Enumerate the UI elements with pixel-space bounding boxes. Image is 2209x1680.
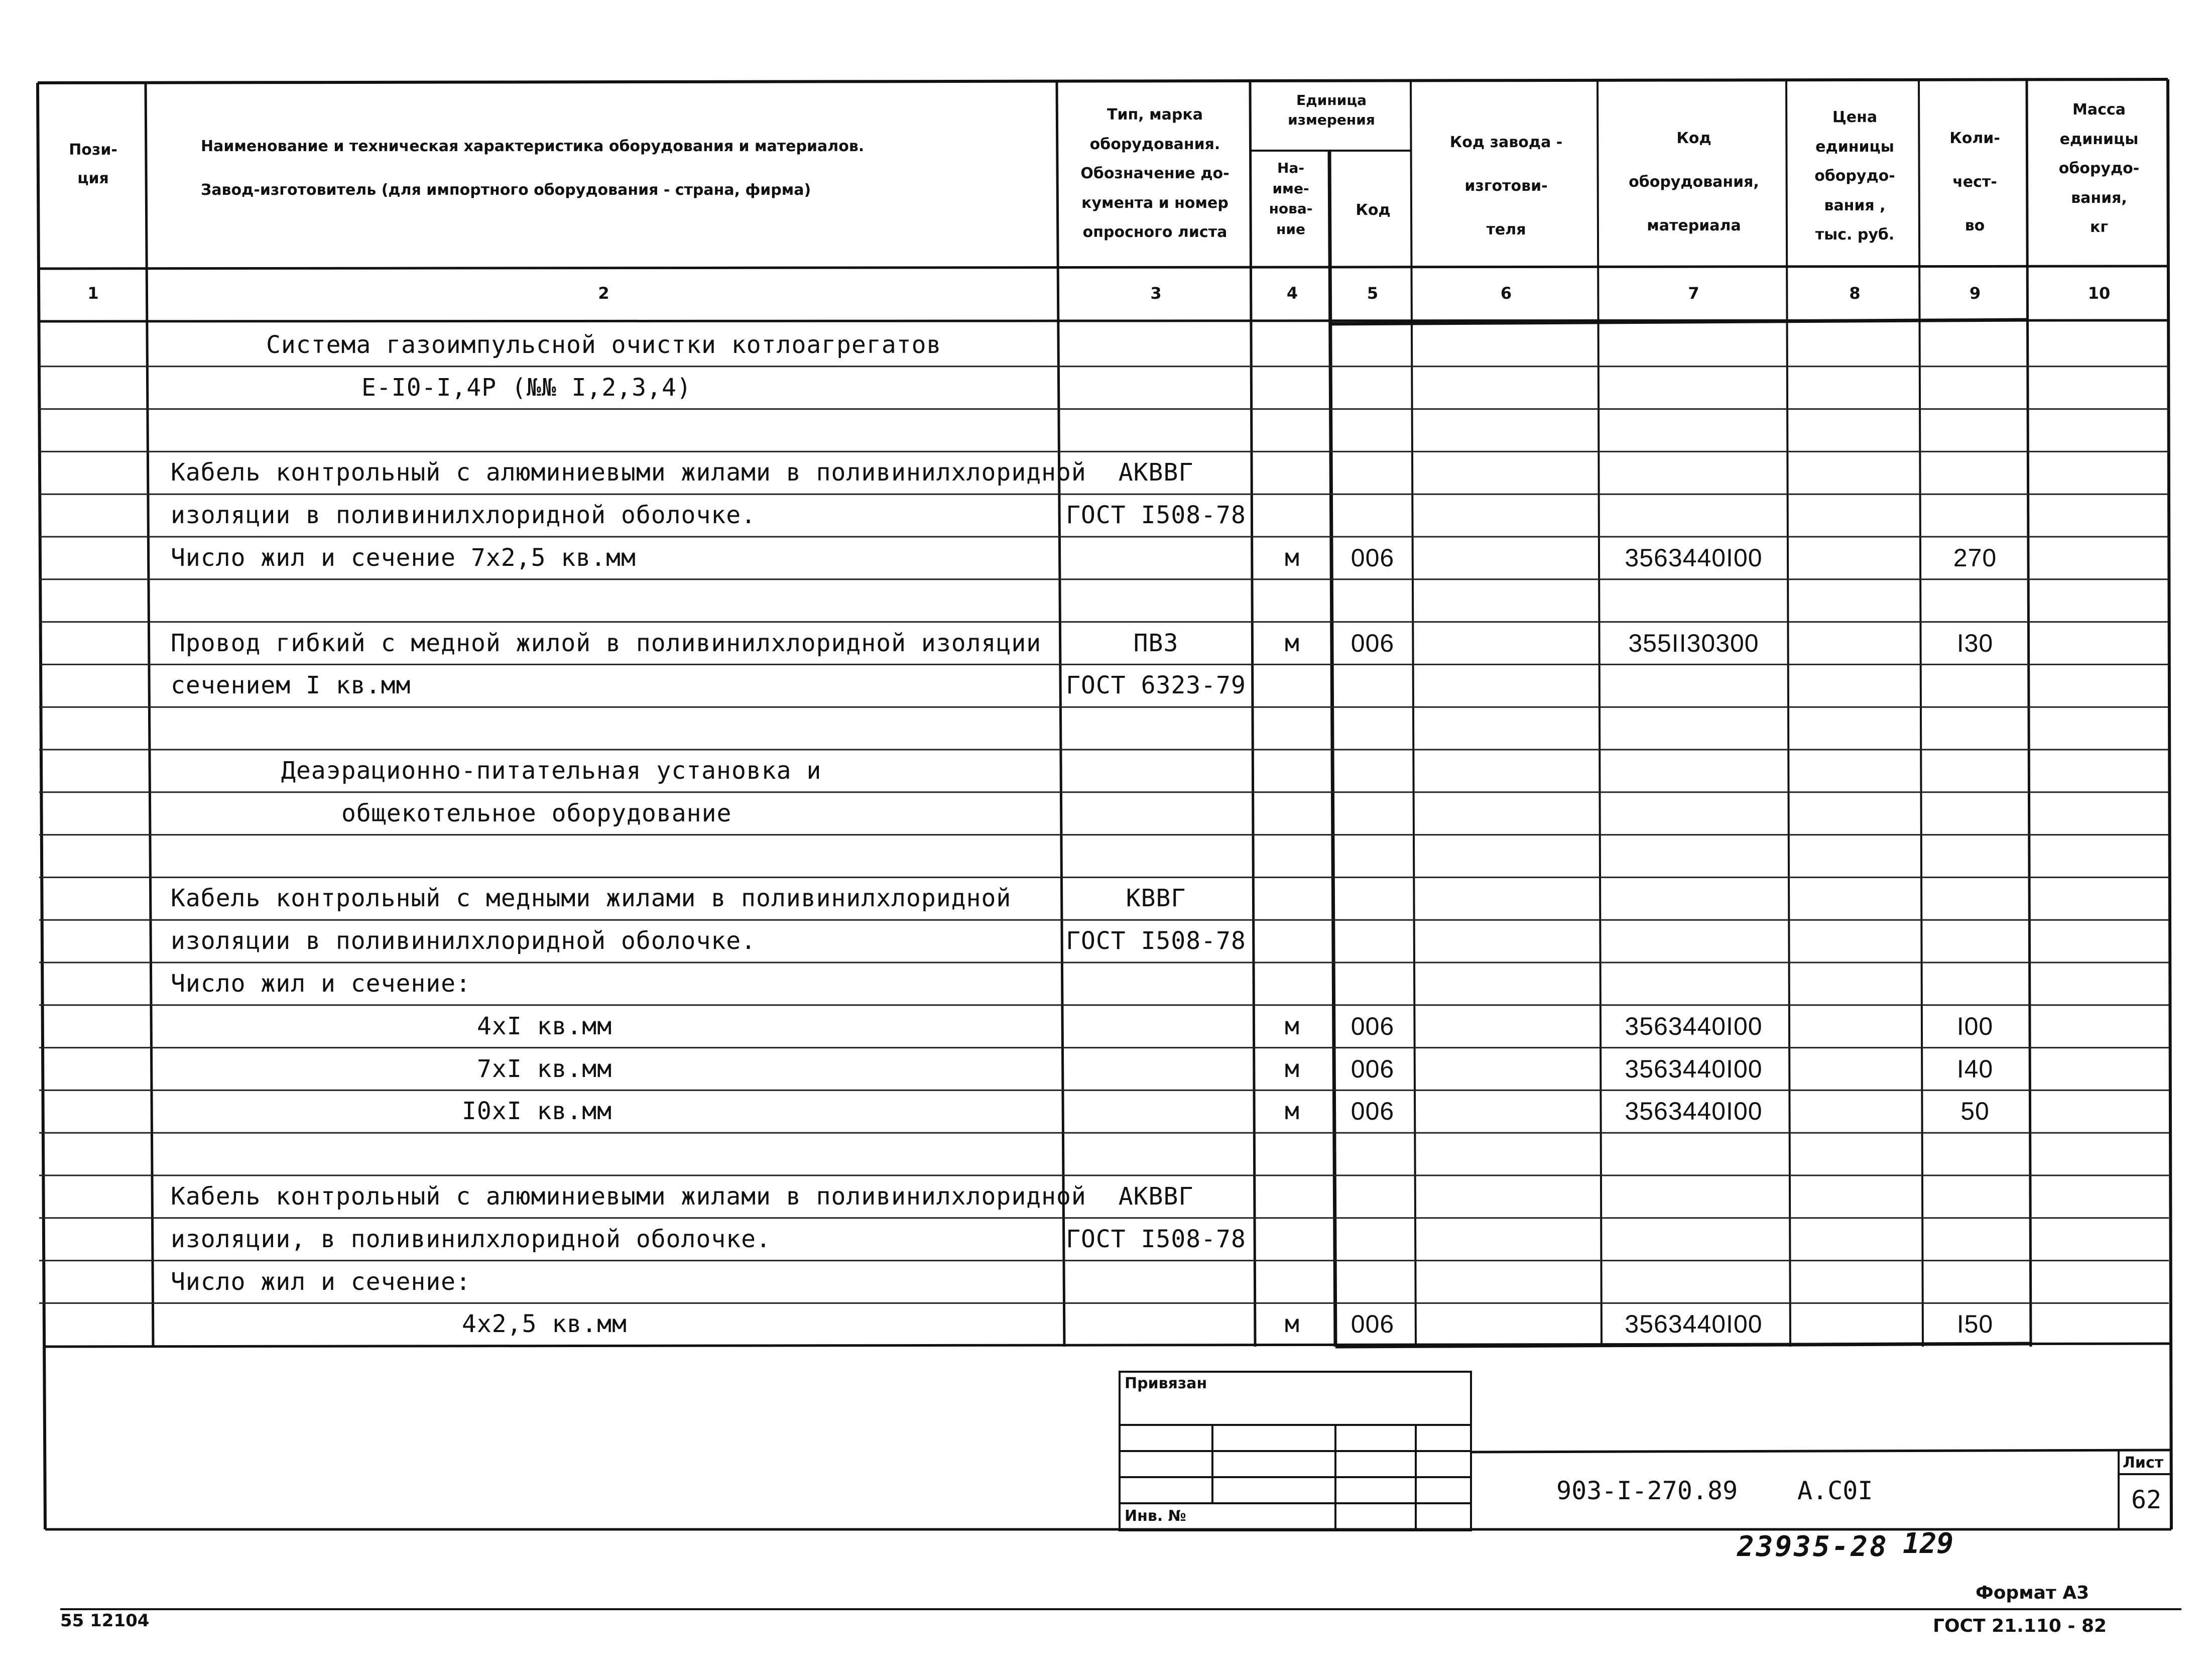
header-position (39, 136, 147, 193)
column-number: 6 (1500, 284, 1512, 303)
header-unit-name (1251, 158, 1330, 239)
header-mass-line-5: кг (2090, 218, 2109, 236)
row-7-unit: м (1285, 629, 1300, 657)
row-23-qty: I50 (1956, 1310, 1994, 1339)
header-type-line-1: Тип, марка (1107, 106, 1203, 124)
row-10-name: Деаэрационно-питательная установка и (281, 757, 822, 785)
column-number: 1 (87, 284, 99, 303)
header-price (1788, 103, 1921, 250)
row-13-type: КВВГ (1126, 884, 1186, 913)
row-16-qty: I00 (1956, 1012, 1994, 1040)
header-mass-line-3: оборудо- (2058, 160, 2140, 177)
row-17-mat: 3563440I00 (1625, 1054, 1763, 1083)
row-11-name: общекотельное оборудование (341, 799, 732, 827)
header-quantity-line-1: Коли- (1949, 130, 2000, 147)
header-quantity-line-2: чест- (1952, 173, 1997, 191)
header-type-line-2: оборудования. (1089, 135, 1220, 153)
page-number: 129 (1903, 1527, 1954, 1560)
header-name-line-2: Завод-изготовитель (для импортного оборудования - страна, фирма) (201, 181, 811, 199)
row-3-name: Кабель контрольный с алюминиевыми жилами в поливинилхлоридной (171, 458, 1086, 487)
row-20-name: Кабель контрольный с алюминиевыми жилами в поливинилхлоридной (171, 1182, 1086, 1211)
row-22-name: Число жил и сечение: (171, 1267, 471, 1296)
header-manufacturer-line-2: изготови- (1464, 177, 1548, 195)
column-number: 5 (1367, 284, 1379, 303)
header-price-line-4: вания , (1824, 196, 1886, 214)
row-5-unit: м (1285, 544, 1300, 572)
row-16-name: 4хI кв.мм (477, 1012, 612, 1040)
row-14-type: ГОСТ I508-78 (1066, 927, 1246, 955)
header-unit-name-line-3: нова- (1269, 200, 1313, 217)
standard-label: ГОСТ 21.110 - 82 (1933, 1616, 2107, 1636)
header-type-line-3: Обозначение до- (1080, 165, 1230, 182)
header-manufacturer-line-1: Код завода - (1449, 134, 1563, 151)
row-17-unit: м (1285, 1054, 1300, 1083)
row-5-code: 006 (1351, 544, 1395, 572)
row-5-name: Число жил и сечение 7х2,5 кв.мм (171, 544, 636, 572)
header-mass-line-4: вания, (2071, 189, 2127, 207)
form-code: 55 12104 (60, 1611, 150, 1631)
sheet-label: Лист (2123, 1454, 2164, 1472)
header-price-line-5: тыс. руб. (1815, 226, 1895, 244)
row-13-name: Кабель контрольный с медными жилами в поливинилхлоридной (171, 884, 1012, 913)
row-7-name: Провод гибкий с медной жилой в поливинилхлоридной изоляции (171, 629, 1042, 657)
header-price-line-3: оборудо- (1814, 167, 1895, 185)
column-number: 3 (1150, 284, 1162, 303)
row-23-code: 006 (1351, 1310, 1395, 1339)
header-mass-line-1: Масса (2072, 101, 2126, 118)
row-7-mat: 355II30300 (1628, 629, 1759, 657)
row-14-name: изоляции в поливинилхлоридной оболочке. (171, 927, 757, 955)
header-price-line-2: единицы (1815, 138, 1894, 156)
header-unit-line-2: измерения (1288, 111, 1375, 129)
sheet-number: 62 (2131, 1485, 2162, 1514)
column-number: 8 (1849, 284, 1861, 303)
header-unit-line-1: Единица (1296, 92, 1367, 108)
row-23-mat: 3563440I00 (1625, 1310, 1763, 1339)
row-4-type: ГОСТ I508-78 (1066, 501, 1246, 530)
column-number: 4 (1286, 284, 1298, 303)
header-manufacturer-line-3: теля (1486, 221, 1526, 238)
row-18-mat: 3563440I00 (1625, 1097, 1763, 1126)
row-16-mat: 3563440I00 (1625, 1012, 1763, 1040)
document-code: 903-I-270.89 (1556, 1476, 1738, 1505)
header-material-line-1: Код (1676, 130, 1711, 147)
row-21-type: ГОСТ I508-78 (1066, 1225, 1246, 1253)
header-type (1058, 100, 1252, 248)
row-3-type: АКВВГ (1118, 458, 1194, 487)
row-18-code: 006 (1351, 1097, 1395, 1126)
row-8-name: сечением I кв.мм (171, 671, 411, 700)
privyazan-label: Привязан (1125, 1375, 1207, 1392)
row-23-unit: м (1285, 1310, 1300, 1339)
inventory-number-label: Инв. № (1125, 1507, 1186, 1525)
row-7-type: ПВ3 (1133, 629, 1179, 657)
row-17-code: 006 (1351, 1054, 1395, 1083)
header-type-line-4: кумента и номер (1081, 194, 1229, 212)
header-mass (2029, 95, 2169, 243)
row-16-unit: м (1285, 1012, 1300, 1040)
header-material-line-3: материала (1647, 217, 1741, 234)
row-1-name: Е-I0-I,4Р (№№ I,2,3,4) (361, 373, 692, 402)
column-number: 2 (598, 284, 609, 303)
row-5-mat: 3563440I00 (1625, 544, 1763, 572)
column-number: 9 (1969, 284, 1981, 303)
header-manufacturer-code (1413, 121, 1599, 252)
header-quantity-line-3: во (1965, 217, 1985, 234)
header-name-line-1: Наименование и техническая характеристика оборудования и материалов. (201, 138, 865, 155)
header-name (151, 125, 1024, 212)
column-number: 10 (2088, 284, 2111, 303)
header-quantity (1921, 116, 2029, 248)
header-unit-code-line-1: Код (1356, 201, 1391, 219)
row-23-name: 4х2,5 кв.мм (462, 1310, 627, 1339)
row-17-qty: I40 (1956, 1054, 1994, 1083)
header-unit-name-line-4: ние (1276, 220, 1305, 237)
row-18-unit: м (1285, 1097, 1300, 1126)
header-mass-line-2: единицы (2059, 130, 2139, 148)
column-number: 7 (1688, 284, 1699, 303)
row-18-qty: 50 (1960, 1097, 1990, 1126)
archive-number: 23935-28 (1737, 1530, 1889, 1563)
row-16-code: 006 (1351, 1012, 1395, 1040)
header-position-line-2: ция (77, 170, 109, 187)
header-unit-name-line-1: На- (1277, 160, 1304, 176)
format-label: Формат А3 (1976, 1583, 2090, 1603)
row-4-name: изоляции в поливинилхлоридной оболочке. (171, 501, 757, 530)
header-type-line-5: опросного листа (1082, 223, 1228, 241)
header-unit-group (1251, 90, 1412, 130)
header-unit-name-line-2: име- (1272, 180, 1309, 197)
header-position-line-1: Пози- (69, 141, 117, 159)
row-21-name: изоляции, в поливинилхлоридной оболочке. (171, 1225, 771, 1253)
header-material-line-2: оборудования, (1629, 173, 1759, 191)
header-material-code (1601, 116, 1787, 248)
row-17-name: 7хI кв.мм (477, 1054, 612, 1083)
row-5-qty: 270 (1953, 544, 1997, 572)
row-8-type: ГОСТ 6323-79 (1066, 671, 1246, 700)
header-price-line-1: Цена (1832, 108, 1878, 126)
document-mark: А.С0I (1797, 1476, 1873, 1505)
row-7-qty: I30 (1956, 629, 1994, 657)
row-7-code: 006 (1351, 629, 1395, 657)
row-20-type: АКВВГ (1118, 1182, 1194, 1211)
row-0-name: Система газоимпульсной очистки котлоагрегатов (266, 331, 942, 359)
row-18-name: I0хI кв.мм (462, 1097, 612, 1126)
header-unit-code (1333, 196, 1413, 224)
row-15-name: Число жил и сечение: (171, 970, 471, 998)
